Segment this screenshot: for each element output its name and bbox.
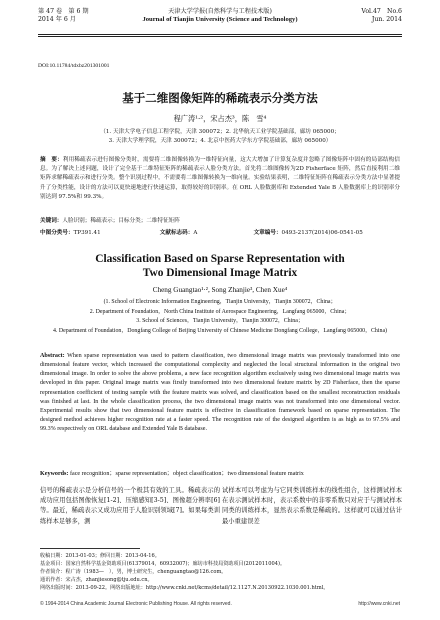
footnote-label: 收稿日期：	[40, 553, 66, 559]
footnote-author	[40, 569, 400, 577]
footer-copyright: © 1994-2014 China Academic Journal Electronic Publishing House. All rights reserved.	[40, 601, 232, 607]
abstract-en-text: When sparse representation was used to pattern classification, two dimensional image matrix was previously transformed into one dimensional feature vector, which increased the computational complexity and neglected the local structural information in the original two dimensional image. In order to solve the above problems, a new face recognition algorithm exclusively using two dimensional image matrix was developed in this paper. Original image matrix was firstly transformed into two dimensional feature matrix by 2D Fisherface, then the sparse representation coefficient of testing sample with the feature matrix was solved, and classification based on the smallest reconstruction residuals was finished at last. In the whole classification process, the two dimensional image matrix was not transformed into one dimensional vector. Experimental results show that two dimensional feature matrix is effective in classification framework based on sparse representation. The designed method achieves higher recognition rate at a faster speed. The recognition rate of the designed algorithm is as high as to 97.5% and 99.3% respectively on ORL database and Extended Yale B database.	[40, 353, 400, 433]
header-volume-issue: 第 47 卷 第 6 期	[38, 8, 89, 15]
affiliation-en-line: 2. Department of Foundation，North China Institute of Aerospace Engineering，Langfang 065000，China；	[89, 308, 351, 315]
footnote-label: 通讯作者：	[40, 576, 66, 583]
affiliations-english	[0, 298, 440, 336]
footnote-corresponding	[40, 577, 400, 585]
footnote-online	[40, 585, 400, 593]
title-english	[0, 252, 440, 281]
article-number	[254, 228, 363, 236]
keywords-chinese	[40, 216, 400, 224]
affiliations-chinese	[0, 128, 440, 145]
keywords-en-label: Keywords:	[40, 471, 69, 477]
affiliation-cn-line: （1. 天津大学电子信息工程学院，天津 300072；2. 北华航天工业学院基础部，廊坊 065000；	[100, 129, 340, 135]
abstract-cn-text: 利用稀疏表示进行图像分类时，需要将二维图像转换为一维特征向量，这大大增加了计算复杂度并忽略了图像矩阵中固有的局部结构信息。为了解决上述问题，设计了完全基于二维特征矩阵的稀疏表示人脸分类方法。首先将二维图像转为2D Fisherface 矩阵，然后直接利用二维矩阵求解稀疏表示和进行分类。整个识别过程中，不需要将二维图像转换为一维向量。实验结果表明，二维特征矩阵在稀疏表示分类方法中显著提升了分类性能，设计的方法可以更快速地进行快速运算，取得较好的识别率。在 ORL 人脸数据库和 Extended Yale B 人脸数据库上的识别率分别达到 97.5%和 99.3%。	[40, 157, 400, 200]
header-journal	[38, 8, 402, 25]
footnote-rule	[40, 548, 140, 549]
title-en-line: Classification Based on Sparse Representation with	[95, 253, 345, 265]
abstract-chinese	[40, 156, 400, 202]
abstract-en-label: Abstract:	[40, 353, 65, 359]
footnote-label: 网络出版时间：	[40, 584, 76, 591]
footnote-label: 作者简介：	[40, 568, 66, 575]
authors-chinese: 程广涛¹·²，宋占杰³，陈 雪⁴	[173, 114, 267, 123]
header-journal-en: Journal of Tianjin University (Science and Technology)	[142, 16, 298, 24]
footnote-received	[40, 553, 400, 561]
affiliation-cn-line: 3. 天津大学理学院，天津 300072；4. 北京中医药大学东方学院基础部，廊坊 065000）	[108, 137, 332, 144]
footnote-text: 2013-01-03；修回日期：2013-04-16。	[65, 553, 160, 559]
abstract-english	[40, 352, 400, 434]
affiliation-en-line: 4. Department of Foundation，Dongfang College of Beijing University of Chinese Medicine Dongfang College，Langfang 065000，China)	[52, 327, 388, 334]
classification-line	[40, 228, 400, 236]
title-chinese: 基于二维图像矩阵的稀疏表示分类方法	[122, 91, 318, 105]
doi: DOI:10.11784/tdxbz201301001	[38, 63, 110, 69]
art-value: 0493-2137(2014)06-0541-05	[281, 230, 363, 236]
footnote-text: 程广涛（1983— ），男，博士研究生，chenguangtao@126.com。	[65, 568, 227, 575]
clc-label: 中图分类号：	[40, 230, 74, 236]
footnote-text: 宋占杰，zhanjiesong@tju.edu.cn。	[65, 576, 153, 583]
body-column-right: 试样本可以考虑为与它同类训练样本的线性组合，这样测试样本在表示测试样本时，表示系数中的非零系数只对应于与测试样本同类的训练样本，显然表示系数是稀疏的。这样就可以通过估计最小重建误差	[222, 487, 402, 525]
keywords-cn-text: 人脸识别；稀疏表示；目标分类；二维特征矩阵	[62, 218, 180, 224]
header-date-cn: 2014 年 6 月	[38, 16, 76, 24]
clc-value: TP391.41	[73, 230, 101, 236]
header-vol-en	[361, 8, 402, 25]
keywords-english	[40, 468, 400, 477]
clc-number	[40, 228, 158, 236]
doc-label: 文献标志码：	[159, 230, 194, 236]
header-rule-bottom	[38, 36, 402, 37]
footnote-text: 国家自然科学基金资助项目(61379014，60932007)；廊坊市科技局资助项目(2012011004)。	[65, 560, 286, 567]
abstract-cn-label: 摘 要：	[40, 157, 63, 163]
affiliation-en-line: 3. School of Sciences，Tianjin University，Tianjin 300072，China；	[136, 318, 304, 325]
art-label: 文章编号：	[253, 230, 282, 236]
header-journal-cn: 天津大学学报(自然科学与工程技术版)	[168, 8, 272, 15]
header-vol-no: Vol.47 No.6	[361, 8, 402, 15]
body-column-left: 信号的稀疏表示是分析信号的一个极其有效的工具。稀疏表示的成功应用包括图像恢复[1-2]、压缩感知[3-5]、图像超分辨率[6]等。最近，稀疏表示又成功应用于人脸识别领域[7]。如果每类训练样本足够多，测	[40, 487, 220, 525]
document-code	[160, 228, 252, 236]
doc-value: A	[193, 230, 198, 236]
footnote-text: 2013-09-22。网络出版地址：http://www.cnki.net/kcms/detail/12.1127.N.20130922.1030.001.html。	[75, 584, 329, 591]
footnote-funding	[40, 561, 400, 569]
footnote-label: 基金项目：	[40, 560, 66, 567]
title-en-line: Two Dimensional Image Matrix	[142, 267, 298, 280]
footnotes	[40, 553, 400, 592]
keywords-en-text: face recognition；sparse representation；object classification；two dimensional feature matrix	[69, 471, 304, 477]
affiliation-en-line: (1. School of Electronic Information Engineering，Tianjin University，Tianjin 300072，China；	[103, 299, 337, 305]
header-rule-top	[38, 34, 402, 35]
footer-url: http://www.cnki.net	[358, 601, 400, 607]
header-date-en: Jun. 2014	[371, 16, 402, 24]
keywords-cn-label: 关键词：	[40, 218, 63, 224]
authors-english: Cheng Guangtao¹·², Song Zhanjie³, Chen Xue⁴	[152, 286, 288, 294]
